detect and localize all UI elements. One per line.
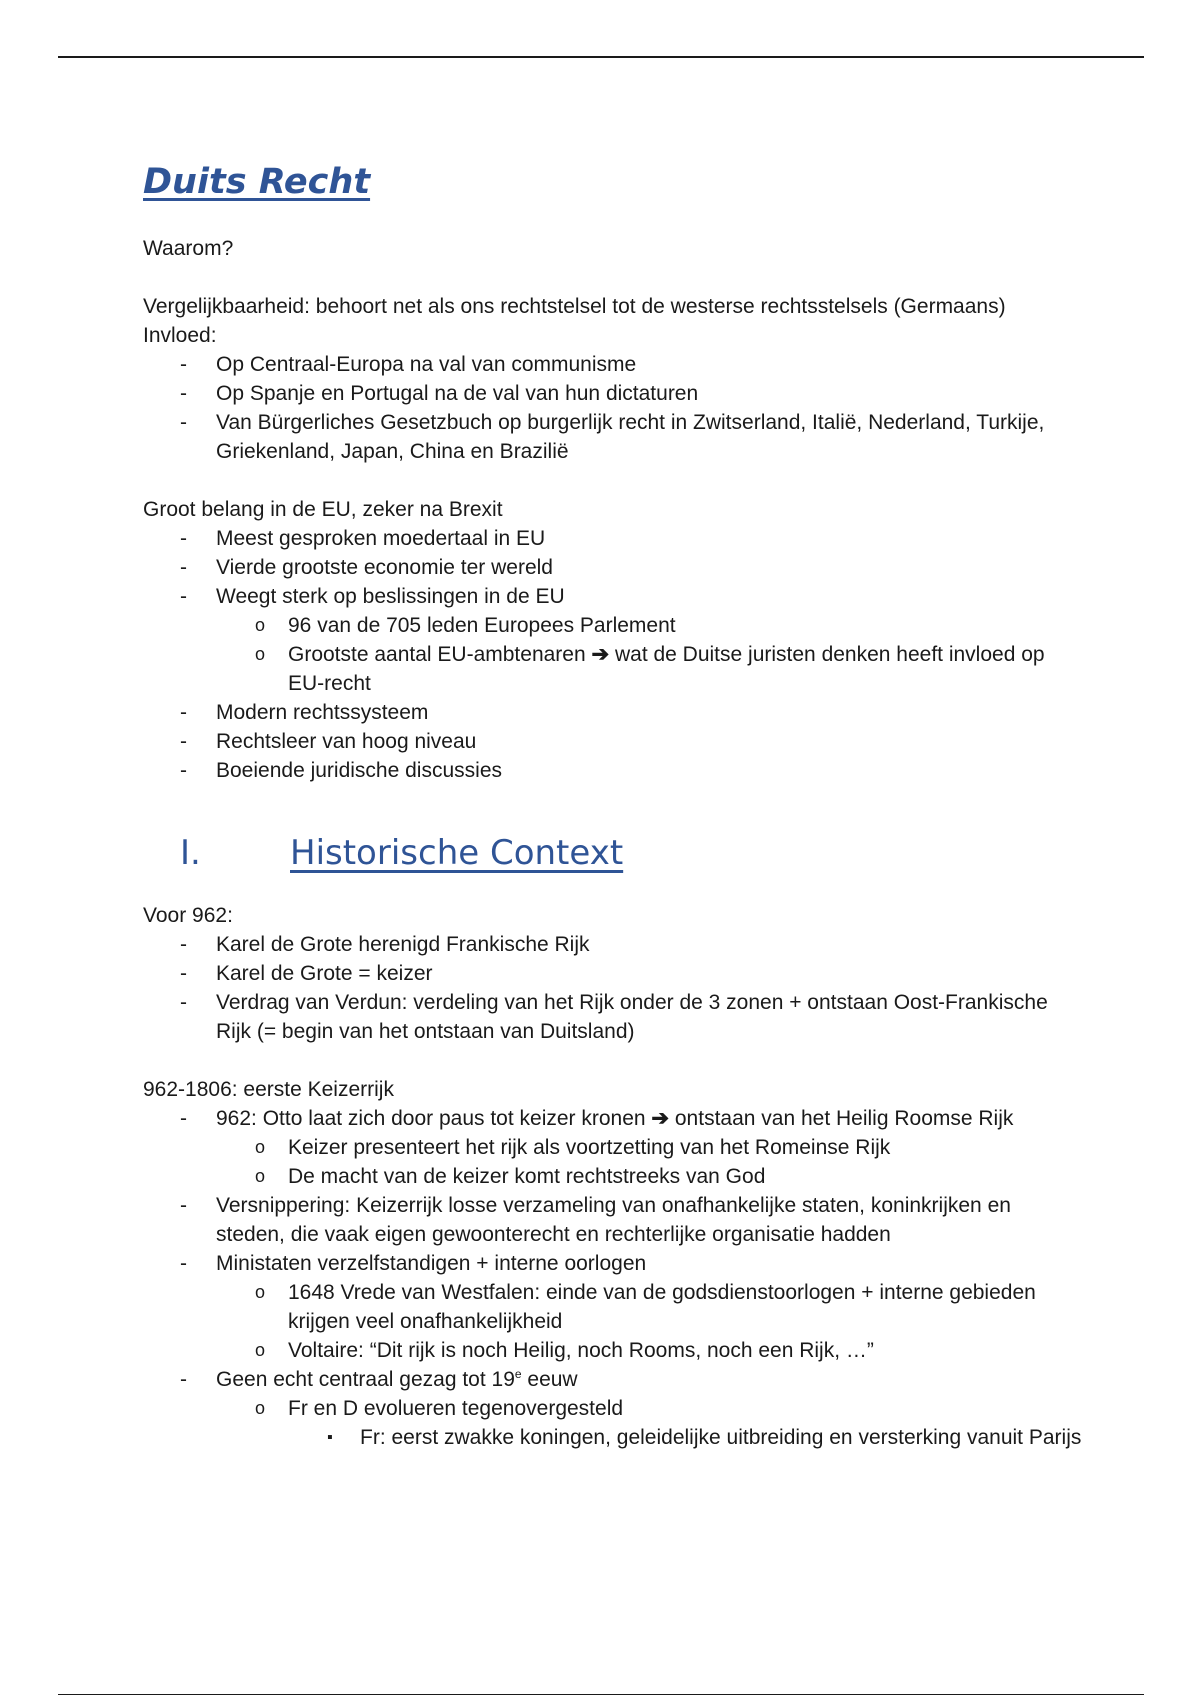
sublist-item: o Voltaire: “Dit rijk is noch Heilig, noch Rooms, noch een Rijk, …”	[216, 1336, 1083, 1365]
eu-list	[143, 524, 1083, 785]
list-item-text: Ministaten verzelfstandigen + interne oorlogen	[216, 1252, 647, 1275]
list-item: - Op Spanje en Portugal na de val van hun dictaturen	[143, 379, 1083, 408]
before-962-heading: Voor 962:	[143, 904, 233, 927]
intro-question: Waarom?	[143, 237, 234, 260]
list-item: - Van Bürgerliches Gesetzbuch op burgerlijk recht in Zwitserland, Italië, Nederland, Turkije, Griekenland, Japan, China en Brazilië	[143, 408, 1083, 466]
empire-list	[143, 1104, 1083, 1452]
list-item	[143, 582, 1083, 698]
eu-sublist	[216, 611, 1083, 698]
spacer	[143, 466, 1083, 495]
list-item: - Op Centraal-Europa na val van communisme	[143, 350, 1083, 379]
central-subsublist	[288, 1423, 1083, 1452]
spacer	[143, 1046, 1083, 1075]
sublist-item: o 96 van de 705 leden Europees Parlement	[216, 611, 1083, 640]
list-item: - Verdrag van Verdun: verdeling van het Rijk onder de 3 zonen + ontstaan Oost-Frankische Rijk (= begin van het ontstaan van Duitsland)	[143, 988, 1083, 1046]
sublist-item-text: wat de Duitse juristen denken heeft invloed op EU-recht	[288, 643, 1045, 695]
eu-heading: Groot belang in de EU, zeker na Brexit	[143, 498, 503, 521]
list-item-text: Weegt sterk op beslissingen in de EU	[216, 585, 565, 608]
list-item: - Modern rechtssysteem	[143, 698, 1083, 727]
sublist-item: o 1648 Vrede van Westfalen: einde van de godsdienstoorlogen + interne gebieden krijgen veel onafhankelijkheid	[216, 1278, 1083, 1336]
list-item-text: ontstaan van het Heilig Roomse Rijk	[674, 1107, 1014, 1130]
empire-heading: 962-1806: eerste Keizerrijk	[143, 1078, 394, 1101]
spacer	[143, 263, 1083, 292]
section-title: Historische Context	[290, 833, 624, 873]
list-item-text: Geen echt centraal gezag tot 19	[216, 1368, 515, 1391]
footer-rule	[58, 1694, 1144, 1695]
sublist-item: o Keizer presenteert het rijk als voortzetting van het Romeinse Rijk	[216, 1133, 1083, 1162]
sublist-item-text: Grootste aantal EU-ambtenaren	[288, 643, 586, 666]
superscript: e	[514, 1367, 522, 1381]
section-heading	[143, 831, 1083, 875]
list-item: - Karel de Grote = keizer	[143, 959, 1083, 988]
list-item: - Vierde grootste economie ter wereld	[143, 553, 1083, 582]
sublist-item	[216, 1394, 1083, 1452]
list-item-text: 962: Otto laat zich door paus tot keizer kronen	[216, 1107, 646, 1130]
arrow-right-icon: ➔	[651, 1107, 670, 1130]
list-item	[143, 1104, 1083, 1191]
list-item-text: eeuw	[521, 1368, 578, 1391]
list-item: - Karel de Grote herenigd Frankische Rijk	[143, 930, 1083, 959]
influence-label: Invloed:	[143, 324, 217, 347]
header-rule	[58, 56, 1144, 58]
sublist-item: o De macht van de keizer komt rechtstreeks van God	[216, 1162, 1083, 1191]
comparability-text: Vergelijkbaarheid: behoort net als ons rechtstelsel tot de westerse rechtsstelsels (Germaans)	[143, 295, 1006, 318]
document-body	[143, 160, 1083, 1452]
list-item: - Meest gesproken moedertaal in EU	[143, 524, 1083, 553]
list-item: - Versnippering: Keizerrijk losse verzameling van onafhankelijke staten, koninkrijken en steden, die vaak eigen gewoonterecht en rechterlijke organisatie hadden	[143, 1191, 1083, 1249]
list-item	[143, 1249, 1083, 1365]
sublist-item	[216, 640, 1083, 698]
list-item	[143, 1365, 1083, 1452]
influence-list	[143, 350, 1083, 466]
ministates-sublist	[216, 1278, 1083, 1365]
section-number: I.	[180, 833, 201, 873]
subsublist-item: ▪ Fr: eerst zwakke koningen, geleidelijke uitbreiding en versterking vanuit Parijs	[288, 1423, 1083, 1452]
otto-sublist	[216, 1133, 1083, 1191]
list-item: - Boeiende juridische discussies	[143, 756, 1083, 785]
before-962-list	[143, 930, 1083, 1046]
central-sublist	[216, 1394, 1083, 1452]
sublist-item-text: Fr en D evolueren tegenovergesteld	[288, 1397, 624, 1420]
arrow-right-icon: ➔	[591, 643, 610, 666]
list-item: - Rechtsleer van hoog niveau	[143, 727, 1083, 756]
document-title: Duits Recht	[143, 162, 371, 202]
